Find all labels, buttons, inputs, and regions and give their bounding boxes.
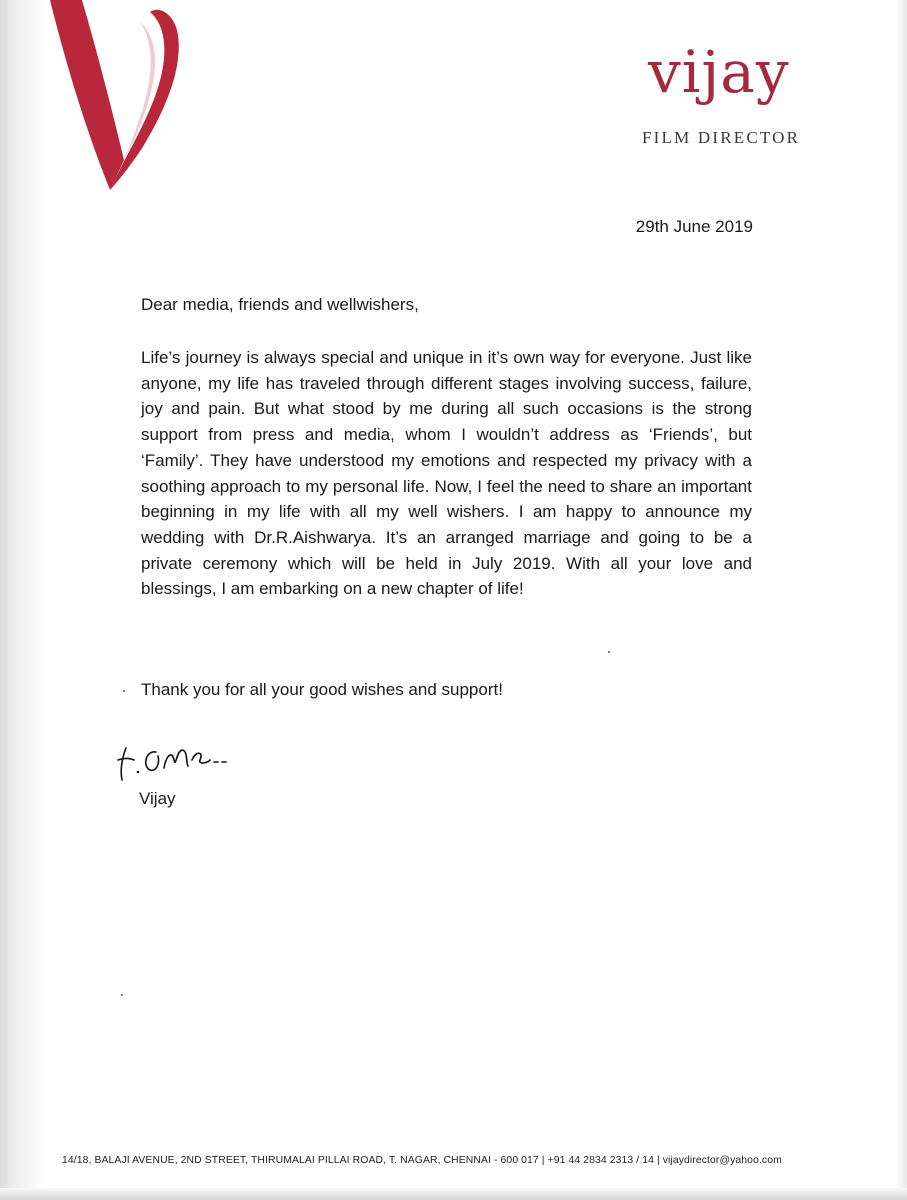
v-logo-icon	[50, 0, 180, 190]
salutation: Dear media, friends and wellwishers,	[141, 295, 419, 314]
scan-left-edge	[0, 0, 46, 1200]
handwritten-signature	[112, 736, 237, 784]
letter-date: 29th June 2019	[635, 217, 753, 236]
letter-body: Life’s journey is always special and unique in it’s own way for everyone. Just like anyone, my life has traveled through different stages involving success, failure, joy and pain. But what stood by me during all such occasions is the strong support from press and media, whom I wouldn’t address as ‘Friends’, but ‘Family’. They have understood my emotions and respected my privacy with a soothing approach to my personal life. Now, I feel the need to share an important beginning in my life with all my well wishers. I am happy to announce my wedding with Dr.R.Aishwarya. It’s an arranged marriage and going to be a private ceremony which will be held in July 2019. With all your love and blessings, I am embarking on a new chapter of life!	[141, 348, 752, 599]
scan-right-edge	[897, 0, 907, 1200]
scan-bottom-edge	[0, 1188, 907, 1200]
scan-speck	[121, 994, 123, 996]
brand-name: vijay	[648, 38, 790, 106]
scan-speck	[123, 690, 125, 692]
letterhead-footer-address: 14/18, BALAJI AVENUE, 2ND STREET, THIRUMALAI PILLAI ROAD, T. NAGAR, CHENNAI - 600 017 | +91 44 2834 2313 / 14 | vijaydirector@yahoo.com	[62, 1155, 782, 1166]
closing-line: Thank you for all your good wishes and support!	[141, 680, 503, 699]
signature-name: Vijay	[139, 789, 176, 808]
brand-title: FILM DIRECTOR	[642, 128, 801, 147]
scan-speck	[608, 651, 610, 653]
